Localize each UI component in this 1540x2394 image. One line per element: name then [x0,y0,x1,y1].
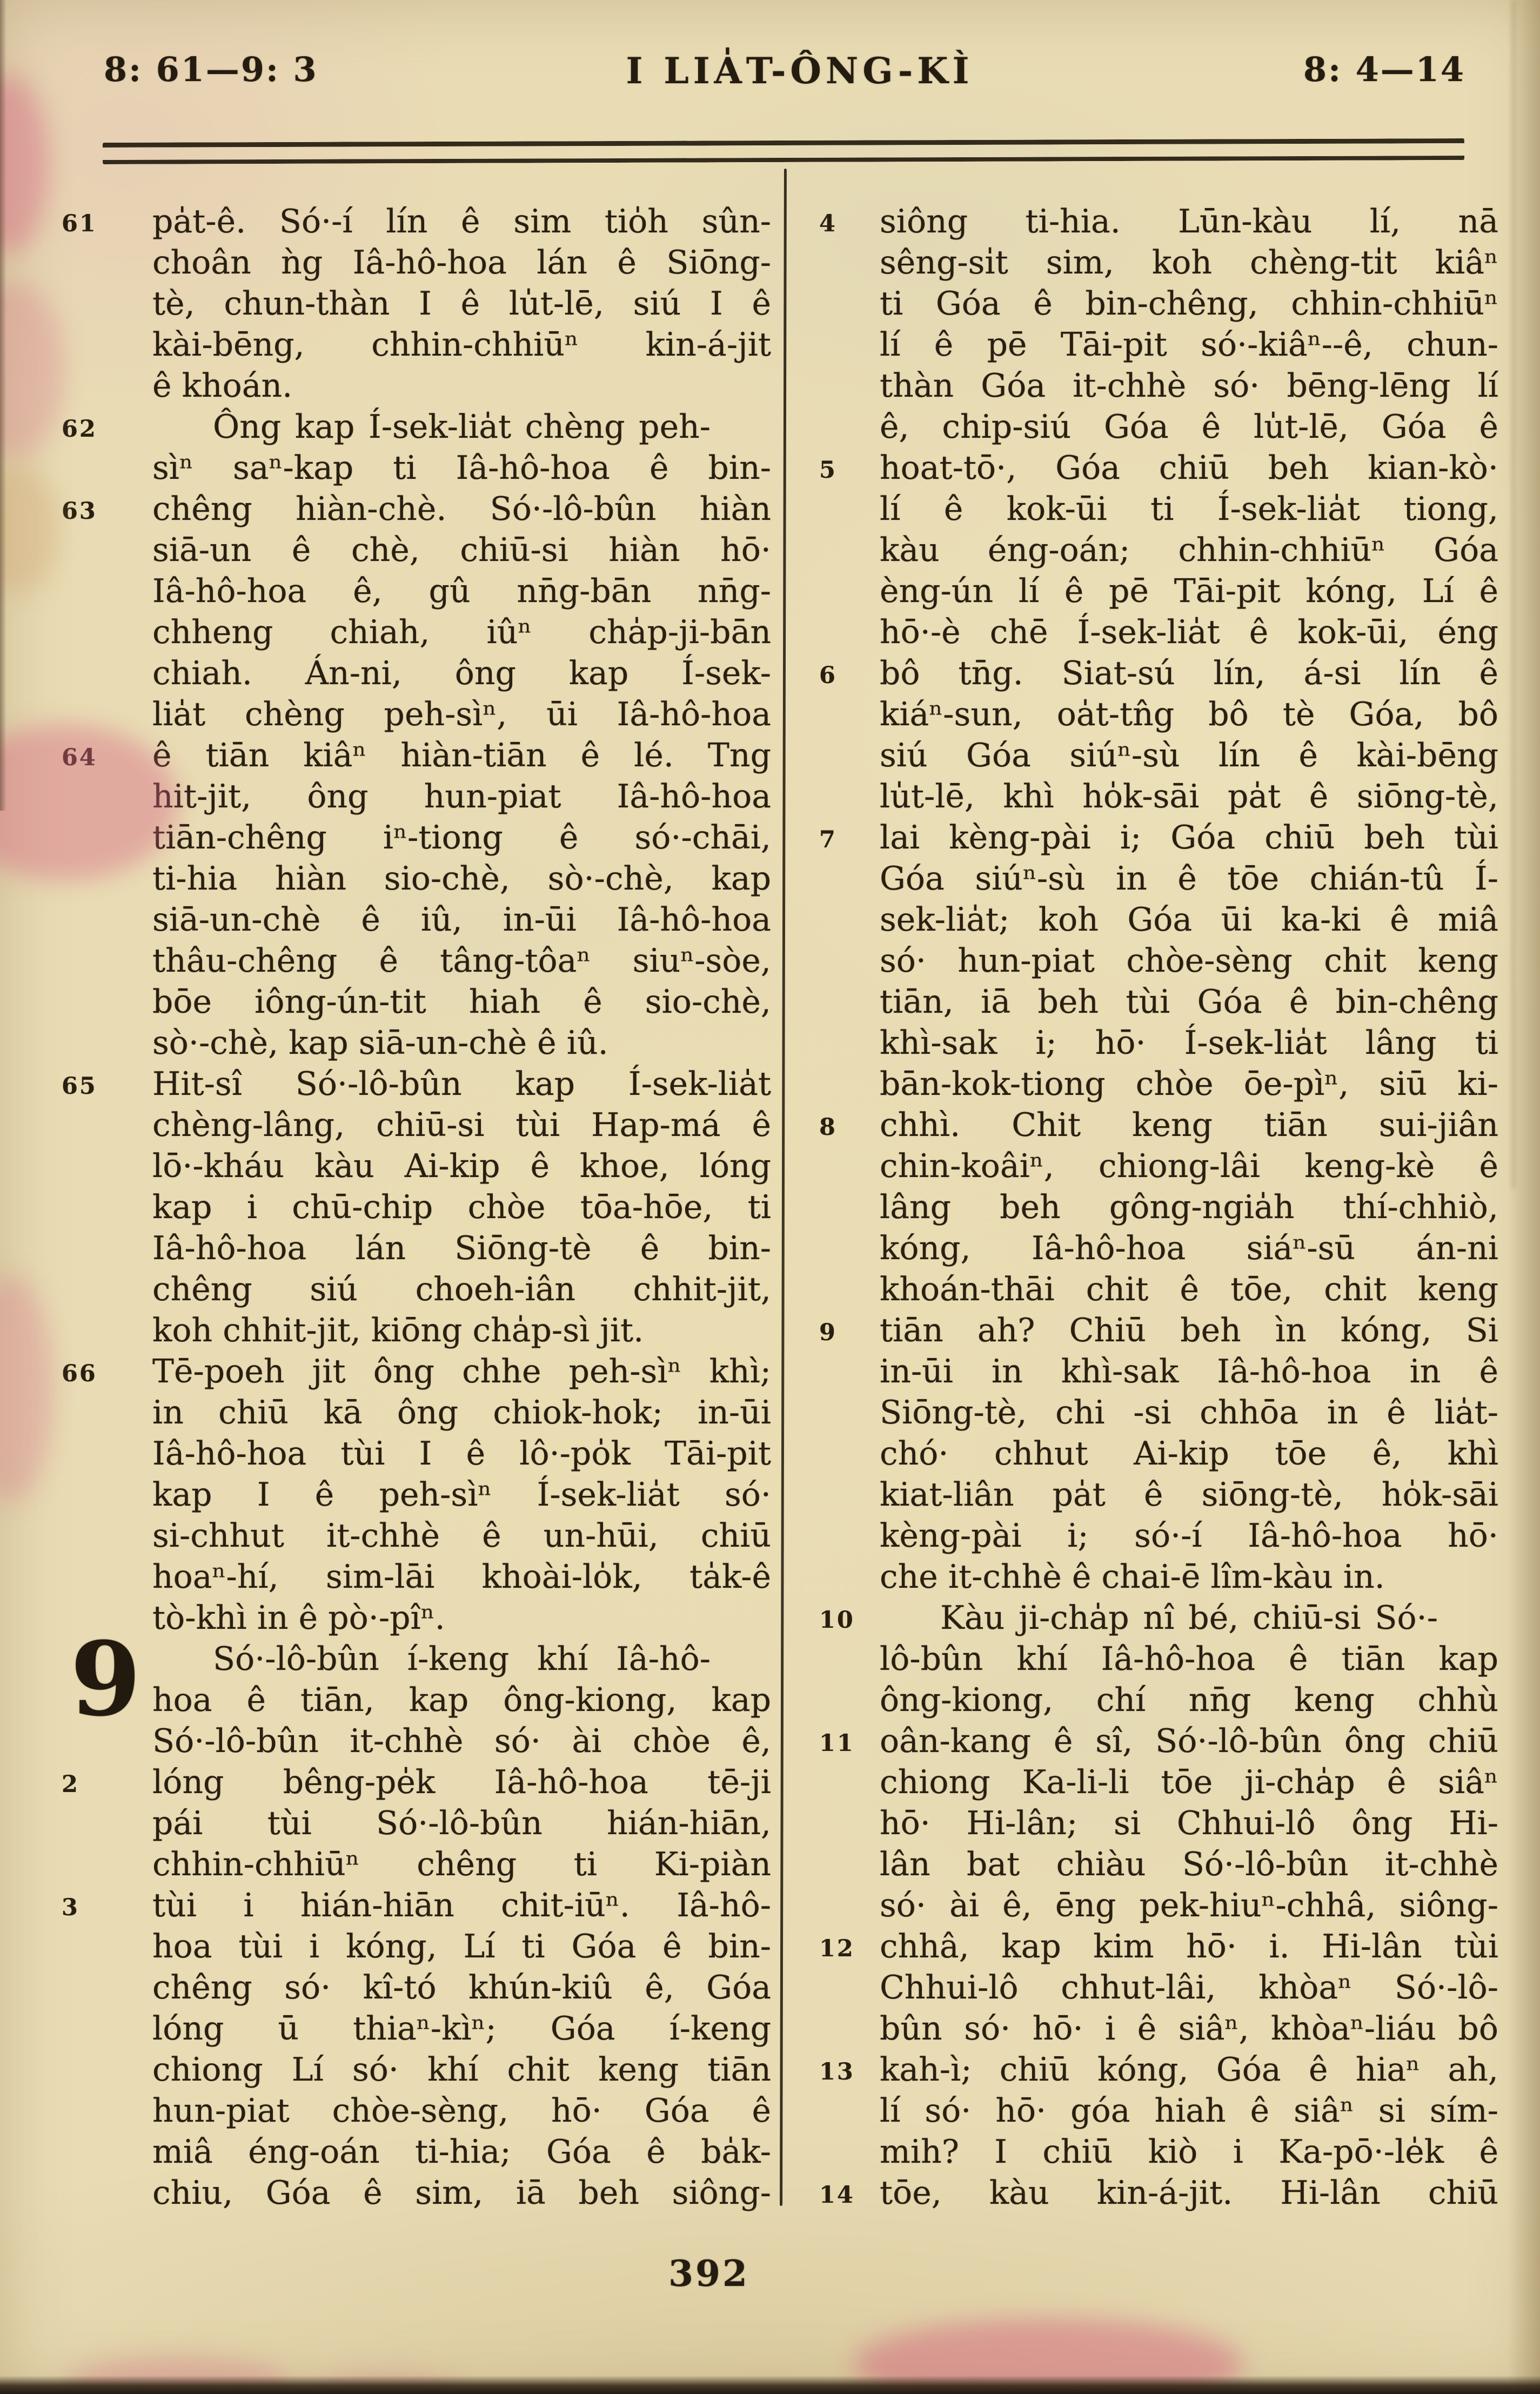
verse-text: Góa siúⁿ-sù in ê tōe chián-tû Í- [880,860,1498,898]
text-line [62,1762,771,1803]
tan-stain [0,465,59,594]
text-line [152,1597,771,1639]
text-line [152,858,771,899]
pink-stain [0,281,65,459]
text-line [62,1885,771,1926]
verse-text: chiong Ka-li-li tōe ji-cha̍p ê siâⁿ [880,1763,1498,1801]
verse-text: chiu, Góa ê sim, iā beh siông- [152,2174,771,2212]
verse-text: tōe, kàu kin-á-jit. Hi-lân chiū [880,2174,1498,2212]
text-line [880,571,1498,612]
verse-text: hun-piat chòe-sèng, hō· Góa ê [152,2092,771,2130]
verse-text: lóng bêng-pe̍k Iâ-hô-hoa tē-ji [152,1763,771,1801]
text-line [819,2172,1498,2214]
text-line [880,1639,1498,1680]
text-line [880,1269,1498,1310]
text-line [152,1680,771,1721]
text-line [152,2131,771,2172]
text-line [152,447,771,489]
column-divider-rule [780,169,787,2206]
text-line [152,1392,771,1433]
verse-text: lí ê pē Tāi-pit só·-kiâⁿ--ê, chun- [880,326,1498,364]
text-line [880,1885,1498,1926]
text-line [819,2049,1498,2090]
text-line [152,1105,771,1146]
verse-text: lí ê kok-ūi ti Í-sek-lia̍t tiong, [880,490,1498,528]
verse-text: ê, chip-siú Góa ê lu̍t-lē, Góa ê [880,408,1498,446]
verse-text: Siōng-tè, chi -si chhōa in ê lia̍t- [880,1394,1498,1432]
verse-number: 6 [819,662,837,689]
text-line [152,817,771,858]
verse-text: tùi i hián-hiān chit-iūⁿ. Iâ-hô- [152,1887,771,1924]
verse-text: chiah. Án-ni, ông kap Í-sek- [152,654,771,692]
text-line [152,1556,771,1597]
verse-text: koh chhit-jit, kiōng cha̍p-sì jit. [152,1312,644,1349]
verse-text: tò-khì in ê pò·-pîⁿ. [152,1599,445,1637]
text-line [880,242,1498,283]
text-line [880,2090,1498,2131]
verse-text: chhì. Chit keng tiān sui-jiân [880,1106,1498,1144]
verse-text: tè, chun-thàn I ê lu̍t-lē, siú I ê [152,285,771,323]
verse-text: èng-ún lí ê pē Tāi-pit kóng, Lí ê [880,572,1498,610]
verse-text: pa̍t-ê. Só·-í lín ê sim tio̍h sûn- [152,203,771,240]
verse-text: Iâ-hô-hoa ê, gû nn̄g-bān nn̄g- [152,572,771,610]
verse-text: chiong Lí só· khí chit keng tiān [152,2051,771,2089]
verse-text: Chhui-lô chhut-lâi, khòaⁿ Só·-lô- [880,1969,1498,2007]
text-line [152,612,771,653]
text-line [152,694,771,735]
verse-text: in chiū kā ông chiok-hok; in-ūi [152,1394,771,1432]
text-line [819,1597,1498,1639]
text-line [880,940,1498,981]
verse-text: sek-lia̍t; koh Góa ūi ka-ki ê miâ [880,901,1498,939]
verse-text: kah-ì; chiū kóng, Góa ê hiaⁿ ah, [880,2051,1498,2089]
verse-text: lô-bûn khí Iâ-hô-hoa ê tiān kap [880,1640,1498,1678]
verse-text: lân bat chiàu Só·-lô-bûn it-chhè [880,1845,1498,1883]
verse-text: thàn Góa it-chhè só· bēng-lēng lí [880,367,1498,405]
verse-text: sìⁿ saⁿ-kap ti Iâ-hô-hoa ê bin- [152,449,771,487]
verse-text: ông-kiong, chí nn̄g keng chhù [880,1681,1498,1719]
text-line [152,776,771,817]
page-edge-left [0,0,6,811]
left-text-column [62,201,771,2214]
verse-text: chèng-lâng, chiū-si tùi Hap-má ê [152,1106,771,1144]
text-line [880,1146,1498,1187]
page-edge-bottom [0,2376,1540,2394]
text-line [880,858,1498,899]
verse-text: hoaⁿ-hí, sim-lāi khoài-lo̍k, ta̍k-ê [152,1558,771,1596]
right-text-column [819,201,1498,2214]
text-line [152,530,771,571]
verse-number: 63 [62,498,97,525]
verse-text: siú Góa siúⁿ-sù lín ê kài-bēng [880,737,1498,774]
text-line [62,735,771,776]
text-line [152,1228,771,1269]
text-line [880,776,1498,817]
verse-text: ti Góa ê bin-chêng, chhin-chhiūⁿ [880,285,1498,323]
text-line [819,201,1498,242]
verse-text: siā-un ê chè, chiū-si hiàn hō· [152,531,771,569]
text-line [152,1967,771,2008]
text-line [152,1310,771,1351]
verse-text: Kàu ji-cha̍p nî bé, chiū-si Só·- [940,1599,1438,1637]
page-edge-right [1508,0,1540,2394]
header-right-reference: 8: 4—14 [1303,50,1465,89]
text-line [152,1146,771,1187]
verse-text: tiān, iā beh tùi Góa ê bin-chêng [880,983,1498,1021]
verse-text: ti-hia hiàn sio-chè, sò·-chè, kap [152,860,771,898]
verse-text: oân-kang ê sî, Só·-lô-bûn ông chiū [880,1722,1498,1760]
text-line [880,489,1498,530]
text-line [880,324,1498,365]
text-line [152,653,771,694]
text-line [880,406,1498,447]
text-line [880,612,1498,653]
text-line [152,324,771,365]
verse-text: chêng siú choeh-iân chhit-jit, [152,1270,771,1308]
verse-number: 10 [819,1607,855,1634]
verse-text: hoa ê tiān, kap ông-kiong, kap [152,1681,771,1719]
text-line [152,981,771,1022]
verse-text: lâng beh gông-ngia̍h thí-chhiò, [880,1188,1498,1226]
verse-text: kèng-pài i; só·-í Iâ-hô-hoa hō· [880,1517,1498,1555]
text-line [152,2049,771,2090]
verse-number: 2 [62,1771,79,1798]
verse-number: 12 [819,1935,855,1962]
text-line [62,1064,771,1105]
verse-text: tiān-chêng iⁿ-tiong ê só·-chāi, [152,819,771,857]
text-line [819,1310,1498,1351]
verse-text: pái tùi Só·-lô-bûn hián-hiān, [152,1804,771,1842]
text-line [880,2131,1498,2172]
verse-text: Iâ-hô-hoa lán Siōng-tè ê bin- [152,1229,771,1267]
verse-text: kiáⁿ-sun, oa̍t-tn̂g bô tè Góa, bô [880,696,1498,733]
text-line [880,283,1498,324]
verse-text: Hit-sî Só·-lô-bûn kap Í-sek-lia̍t [152,1065,771,1103]
verse-number: 66 [62,1360,97,1387]
verse-text: chêng hiàn-chè. Só·-lô-bûn hiàn [152,490,771,528]
text-line [880,2008,1498,2049]
verse-text: khì-sak i; hō· Í-sek-lia̍t lâng ti [880,1024,1498,1062]
text-line [152,1474,771,1515]
verse-text: Ông kap Í-sek-lia̍t chèng peh- [213,408,711,446]
verse-text: mih? I chiū kiò i Ka-pō·-le̍k ê [880,2133,1498,2171]
verse-text: lia̍t chèng peh-sìⁿ, ūi Iâ-hô-hoa [152,696,771,733]
text-line [880,1022,1498,1064]
page-number: 392 [668,2252,749,2295]
verse-number: 9 [819,1319,837,1346]
verse-text: chhin-chhiūⁿ chêng ti Ki-piàn [152,1845,771,1883]
verse-text: in-ūi in khì-sak Iâ-hô-hoa in ê [880,1353,1498,1390]
text-line [880,899,1498,940]
verse-text: bōe iông-ún-tit hiah ê sio-chè, [152,983,771,1021]
page-title: I LIA̍T-ÔNG-KÌ [626,50,974,92]
text-line [152,1187,771,1228]
verse-text: chin-koâiⁿ, chiong-lâi keng-kè ê [880,1147,1498,1185]
text-line [880,1556,1498,1597]
text-line [880,1064,1498,1105]
verse-text: ê tiān kiâⁿ hiàn-tiān ê lé. Tng [152,737,771,774]
header-left-reference: 8: 61—9: 3 [104,50,318,89]
text-line [152,1844,771,1885]
verse-text: chó· chhut Ai-kip tōe ê, khì [880,1435,1498,1473]
verse-text: hit-jit, ông hun-piat Iâ-hô-hoa [152,778,771,815]
text-line [152,1269,771,1310]
verse-text: kap i chū-chip chòe tōa-hōe, ti [152,1188,771,1226]
text-line [152,1515,771,1556]
verse-text: kàu éng-oán; chhin-chhiūⁿ Góa [880,531,1498,569]
verse-text: khoán-thāi chit ê tōe, chit keng [880,1270,1498,1308]
text-line [152,2172,771,2214]
verse-text: hoat-tō·, Góa chiū beh kian-kò· [880,449,1498,487]
text-line [152,283,771,324]
text-line [880,1228,1498,1269]
text-line [62,201,771,242]
text-line [880,530,1498,571]
verse-text: choân ǹg Iâ-hô-hoa lán ê Siōng- [152,244,771,282]
verse-text: bô tn̄g. Siat-sú lín, á-si lín ê [880,654,1498,692]
text-line [152,1926,771,1967]
text-line [880,1967,1498,2008]
verse-text: lō·-kháu kàu Ai-kip ê khoe, lóng [152,1147,771,1185]
verse-number: 8 [819,1114,837,1141]
verse-text: kap I ê peh-sìⁿ Í-sek-lia̍t só· [152,1476,771,1514]
verse-number: 4 [819,210,837,237]
text-line [819,1926,1498,1967]
text-line [880,1351,1498,1392]
verse-text: si-chhut it-chhè ê un-hūi, chiū [152,1517,771,1555]
verse-number: 64 [62,744,97,771]
verse-text: kài-bēng, chhin-chhiūⁿ kin-á-jit [152,326,771,364]
text-line [819,653,1498,694]
pink-stain [0,1275,54,1502]
verse-text: Só·-lô-bûn it-chhè só· ài chòe ê, [152,1722,771,1760]
text-line [880,1474,1498,1515]
verse-text: sêng-si̍t sim, koh chèng-ti̍t kiâⁿ [880,244,1498,282]
verse-text: bān-kok-tiong chòe ōe-pìⁿ, siū ki- [880,1065,1498,1103]
verse-text: kiat-liân pa̍t ê siōng-tè, ho̍k-sāi [880,1476,1498,1514]
verse-text: thâu-chêng ê tâng-tôaⁿ siuⁿ-sòe, [152,942,771,980]
text-line [152,365,771,406]
verse-text: hoa tùi i kóng, Lí ti Góa ê bin- [152,1928,771,1965]
verse-number: 3 [62,1894,79,1921]
verse-text: ê khoán. [152,367,293,405]
verse-text: só· ài ê, ēng pek-hiuⁿ-chhâ, siông- [880,1887,1498,1924]
text-line [880,735,1498,776]
verse-text: lí só· hō· góa hiah ê siâⁿ si sím- [880,2092,1498,2130]
text-line [880,1187,1498,1228]
text-line [62,489,771,530]
text-line [62,1351,771,1392]
text-line [152,1433,771,1474]
verse-number: 14 [819,2182,855,2209]
text-line [152,1022,771,1064]
text-line [152,571,771,612]
text-line [880,1762,1498,1803]
verse-text: siông ti-hia. Lūn-kàu lí, nā [880,203,1498,240]
verse-text: chheng chiah, iûⁿ cha̍p-ji-bān [152,613,771,651]
verse-number: 11 [819,1730,855,1757]
verse-text: bûn só· hō· i ê siâⁿ, khòaⁿ-liáu bô [880,2010,1498,2048]
text-line [819,1721,1498,1762]
verse-text: kóng, Iâ-hô-hoa siáⁿ-sū án-ni [880,1229,1498,1267]
verse-text: lu̍t-lē, khì ho̍k-sāi pa̍t ê siōng-tè, [880,778,1498,815]
text-line [152,2090,771,2131]
pink-stain [0,76,49,254]
verse-text: chhâ, kap kim hō· i. Hi-lân tùi [880,1928,1498,1965]
text-line [880,1392,1498,1433]
text-line [880,1515,1498,1556]
text-line [880,1680,1498,1721]
verse-text: lóng ū thiaⁿ-kìⁿ; Góa í-keng [152,2010,771,2048]
verse-text: tiān ah? Chiū beh ìn kóng, Si [880,1312,1498,1349]
verse-number: 13 [819,2058,855,2085]
verse-text: hō·-è chē Í-sek-lia̍t ê kok-ūi, éng [880,613,1498,651]
verse-text: Só·-lô-bûn í-keng khí Iâ-hô- [213,1640,711,1678]
text-line [152,2008,771,2049]
text-line [152,1803,771,1844]
verse-text: Tē-poeh jit ông chhe peh-sìⁿ khì; [152,1353,771,1390]
text-line [880,1433,1498,1474]
text-line [152,1721,771,1762]
text-line [62,406,771,447]
text-line [880,1803,1498,1844]
verse-text: lai kèng-pài i; Góa chiū beh tùi [880,819,1498,857]
text-line [880,694,1498,735]
header-double-rule [103,138,1464,164]
text-line [819,817,1498,858]
text-line [880,365,1498,406]
verse-number: 65 [62,1073,97,1100]
text-line [880,981,1498,1022]
verse-text: siā-un-chè ê iû, in-ūi Iâ-hô-hoa [152,901,771,939]
verse-text: hō· Hi-lân; si Chhui-lô ông Hi- [880,1804,1498,1842]
verse-text: Iâ-hô-hoa tùi I ê lô·-po̍k Tāi-pit [152,1435,771,1473]
text-line [819,447,1498,489]
text-line [152,940,771,981]
verse-text: sò·-chè, kap siā-un-chè ê iû. [152,1024,608,1062]
text-line [880,1844,1498,1885]
verse-number: 5 [819,457,837,484]
text-line [819,1105,1498,1146]
verse-number: 61 [62,210,97,237]
verse-number: 62 [62,416,97,443]
chapter-number: 9 [70,1620,141,1739]
verse-text: chêng só· kî-tó khún-kiû ê, Góa [152,1969,771,2007]
verse-text: miâ éng-oán ti-hia; Góa ê ba̍k- [152,2133,771,2171]
verse-text: che it-chhè ê chai-ē lîm-kàu in. [880,1558,1385,1596]
text-line [152,899,771,940]
text-line [152,242,771,283]
verse-text: só· hun-piat chòe-sèng chit keng [880,942,1498,980]
verse-number: 7 [819,826,837,853]
